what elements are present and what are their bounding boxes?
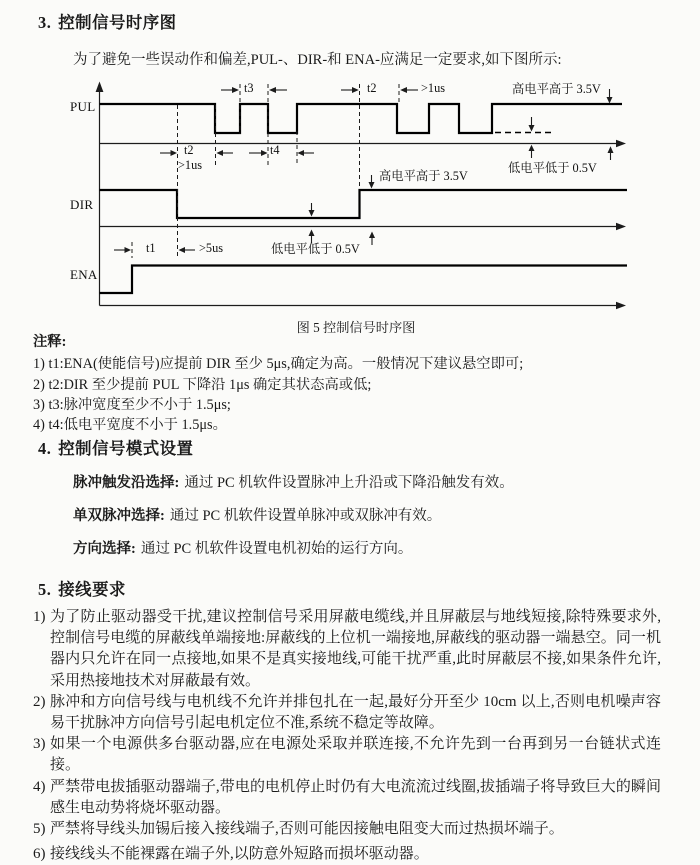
mode-item-pulse-edge-label: 脉冲触发沿选择: — [73, 475, 180, 491]
wiring-item-3-number: 3) — [33, 736, 46, 753]
timing-diagram-lines — [0, 80, 700, 316]
section-3-intro: 为了避免一些误动作和偏差,PUL-、DIR-和 ENA-应满足一定要求,如下图所示: — [73, 52, 562, 68]
section-4-title: 控制信号模式设置 — [58, 439, 194, 458]
wiring-item-1-number: 1) — [33, 609, 46, 625]
pul-high-level-label: 高电平高于 3.5V — [512, 82, 601, 96]
wiring-item-1-text: 为了防止驱动器受干扰,建议控制信号采用屏蔽电缆线,并且屏蔽层与地线短接,除特殊要求外,控制信号电缆的屏蔽线单端接地:屏蔽线的上位机一端接地,屏蔽线的驱动器一端悬空。同一机器内只允许在同一点接地,如果不是真实接地线,可能干扰严重,此时屏蔽层不接,如果条件允许,采用热接地技术对屏蔽最有效。 — [50, 609, 661, 689]
wiring-item-3-text: 如果一个电源供多台驱动器,应在电源处采取并联连接,不允许先到一台再到另一台链状式连接。 — [50, 736, 661, 774]
wiring-item-2-number: 2) — [33, 693, 46, 710]
mode-item-pulse-edge-text: 通过 PC 机软件设置脉冲上升沿或下降沿触发有效。 — [184, 475, 514, 491]
gt5us-label: >5us — [199, 241, 224, 255]
wiring-item-6-number: 6) — [33, 846, 46, 863]
pul-low-level-label: 低电平低于 0.5V — [508, 161, 597, 175]
axis-lines — [96, 82, 626, 310]
wiring-item-4 — [33, 777, 661, 819]
dashed-guides — [132, 81, 399, 258]
t4-label: t4 — [270, 143, 280, 157]
pul-signal-label: PUL — [70, 99, 96, 114]
figure-caption: 图 5 控制信号时序图 — [296, 320, 416, 335]
section-4-heading — [38, 440, 193, 458]
signal-waveforms — [100, 104, 628, 293]
note-item-2: 2) t2:DIR 至少提前 PUL 下降沿 1μs 确定其状态高或低; — [33, 377, 372, 393]
wiring-item-4-number: 4) — [33, 778, 46, 795]
wiring-item-5-text: 严禁将导线头加锡后接入接线端子,否则可能因接触电阻变大而过热损坏端子。 — [50, 821, 564, 838]
notes-title: 注释: — [33, 334, 67, 350]
section-3-number: 3. — [38, 13, 52, 32]
dir-high-level-label: 高电平高于 3.5V — [379, 169, 468, 183]
section-3-heading — [38, 14, 177, 32]
section-4-number: 4. — [38, 439, 52, 458]
mode-item-single-double-pulse-text: 通过 PC 机软件设置单脉冲或双脉冲有效。 — [169, 508, 442, 524]
mode-item-single-double-pulse-label: 单双脉冲选择: — [73, 508, 165, 524]
gt1us-top-label: >1us — [421, 81, 446, 95]
mode-item-direction-text: 通过 PC 机软件设置电机初始的运行方向。 — [140, 541, 413, 557]
ena-signal-label: ENA — [70, 267, 98, 282]
ena-waveform — [100, 266, 628, 294]
wiring-item-1 — [33, 607, 661, 692]
note-item-4: 4) t4:低电平宽度不小于 1.5μs。 — [33, 417, 227, 433]
t2-bottom-label: t2 — [184, 143, 194, 157]
wiring-item-2 — [33, 692, 661, 734]
wiring-requirements-list — [33, 607, 661, 865]
wiring-item-3 — [33, 734, 661, 776]
section-5-number: 5. — [38, 580, 52, 599]
timing-diagram-figure — [0, 80, 700, 316]
t3-label: t3 — [244, 81, 254, 95]
mode-item-direction-label: 方向选择: — [73, 541, 136, 557]
mode-item-direction — [73, 537, 412, 558]
note-item-1: 1) t1:ENA(使能信号)应提前 DIR 至少 5μs,确定为高。一般情况下建议悬空即可; — [33, 356, 524, 372]
t2-top-label: t2 — [367, 81, 377, 95]
dir-waveform — [100, 190, 628, 218]
section-3-title: 控制信号时序图 — [58, 13, 177, 32]
gt1us-bottom-label: >1us — [178, 158, 203, 172]
dir-low-level-label: 低电平低于 0.5V — [271, 242, 360, 256]
dir-signal-label: DIR — [70, 197, 94, 212]
mode-item-single-double-pulse — [73, 504, 441, 525]
wiring-item-6-text: 接线线头不能裸露在端子外,以防意外短路而损坏驱动器。 — [50, 846, 429, 863]
wiring-item-2-text: 脉冲和方向信号线与电机线不允许并排包扎在一起,最好分开至少 10cm 以上,否则电机噪声容易干扰脉冲方向信号引起电机定位不准,系统不稳定等故障。 — [50, 693, 661, 732]
section-5-heading — [38, 581, 126, 599]
section-5-title: 接线要求 — [58, 580, 126, 599]
wiring-item-5-number: 5) — [33, 821, 46, 838]
wiring-item-5 — [33, 819, 661, 840]
mode-item-pulse-edge — [73, 471, 514, 492]
wiring-item-4-text: 严禁带电拔插驱动器端子,带电的电机停止时仍有大电流流过线圈,拔插端子将导致巨大的瞬间感生电动势将烧坏驱动器。 — [50, 778, 661, 816]
note-item-3: 3) t3:脉冲宽度至少不小于 1.5μs; — [33, 397, 231, 413]
wiring-item-6 — [33, 844, 661, 865]
t1-label: t1 — [146, 241, 156, 255]
